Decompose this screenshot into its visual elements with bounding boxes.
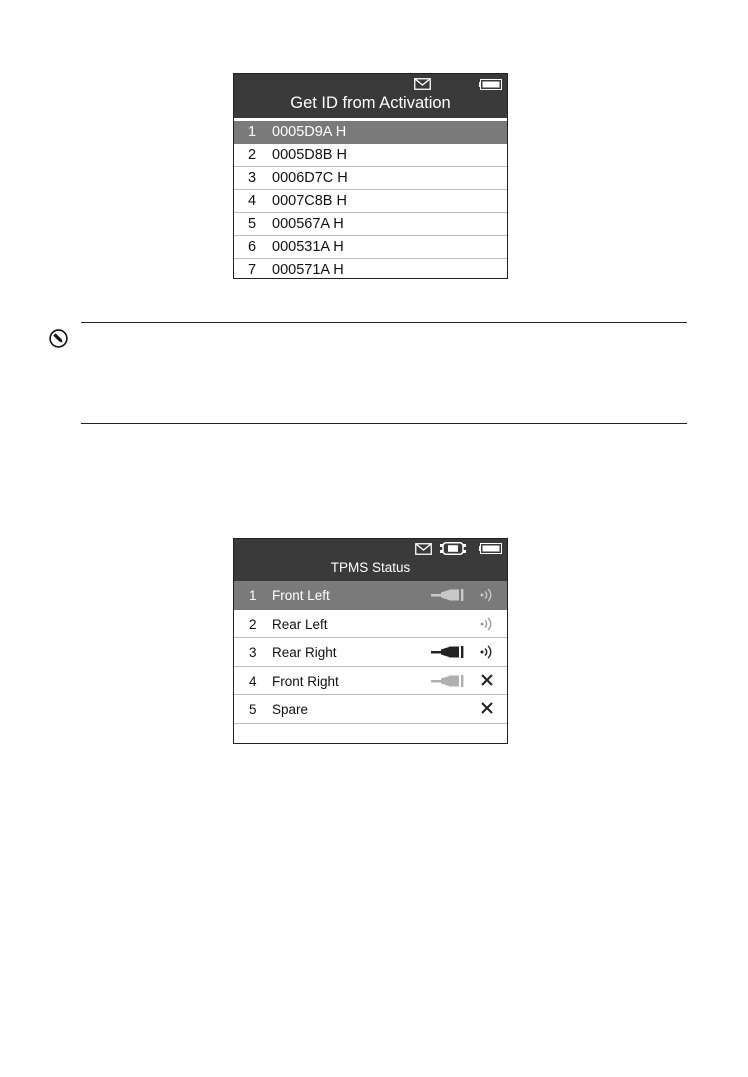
screen-title: TPMS Status	[330, 560, 411, 575]
row-number: 5	[249, 702, 257, 717]
row-number: 6	[248, 239, 257, 255]
get-id-header	[234, 74, 507, 121]
sensor-id-row[interactable]	[234, 213, 507, 236]
mail-icon	[415, 543, 432, 555]
note-top-rule	[81, 322, 687, 323]
row-number: 4	[248, 193, 257, 209]
sensor-id-row[interactable]	[234, 236, 507, 259]
get-id-screen	[233, 73, 508, 279]
sensor-id-row[interactable]	[234, 190, 507, 213]
row-number: 2	[248, 147, 257, 163]
wheel-position-label: Front Right	[272, 673, 339, 689]
row-number: 2	[249, 616, 257, 632]
screen-title: Get ID from Activation	[290, 94, 451, 112]
row-number: 1	[249, 588, 257, 603]
sensor-id-row[interactable]	[234, 167, 507, 190]
sensor-id-value: 0005D9A H	[272, 124, 347, 140]
fail-x-icon	[480, 673, 494, 687]
sensor-id-value: 0006D7C H	[272, 170, 348, 186]
sensor-id-row[interactable]	[234, 144, 507, 167]
signal-icon	[479, 644, 495, 660]
wheel-position-label: Rear Right	[272, 645, 337, 660]
row-number: 1	[248, 124, 257, 140]
wheel-position-label: Rear Left	[272, 616, 328, 632]
row-number: 3	[249, 645, 257, 660]
wheel-position-label: Spare	[272, 702, 309, 717]
wheel-row[interactable]	[234, 581, 507, 610]
sensor-id-list	[234, 121, 507, 279]
mail-icon	[414, 78, 431, 90]
battery-icon	[479, 543, 502, 554]
tire-sensor-icon	[431, 645, 467, 659]
sensor-id-row[interactable]	[234, 259, 507, 279]
sensor-id-value: 000531A H	[272, 239, 344, 255]
wheel-row[interactable]	[234, 695, 507, 724]
sensor-id-value: 000567A H	[272, 216, 344, 232]
wheel-row[interactable]	[234, 667, 507, 696]
note-bottom-rule	[81, 423, 687, 424]
row-number: 3	[248, 170, 257, 186]
sensor-id-value: 0007C8B H	[272, 193, 347, 209]
car-icon	[440, 542, 466, 555]
wheel-position-label: Front Left	[272, 588, 330, 603]
row-number: 7	[248, 262, 257, 278]
sensor-id-value: 0005D8B H	[272, 147, 347, 163]
row-number: 4	[249, 673, 257, 689]
tpms-status-header	[234, 539, 507, 581]
signal-icon	[479, 616, 495, 632]
tire-sensor-icon	[431, 674, 467, 688]
tire-sensor-icon	[431, 588, 467, 602]
row-number: 5	[248, 216, 257, 232]
wheel-row[interactable]	[234, 638, 507, 667]
battery-icon	[479, 79, 502, 90]
signal-icon	[479, 587, 495, 603]
pencil-icon	[49, 329, 68, 348]
sensor-id-row[interactable]	[234, 121, 507, 144]
sensor-id-value: 000571A H	[272, 262, 344, 278]
wheel-row[interactable]	[234, 610, 507, 639]
fail-x-icon	[480, 701, 494, 715]
tpms-wheel-list	[234, 581, 507, 724]
tpms-status-screen	[233, 538, 508, 744]
